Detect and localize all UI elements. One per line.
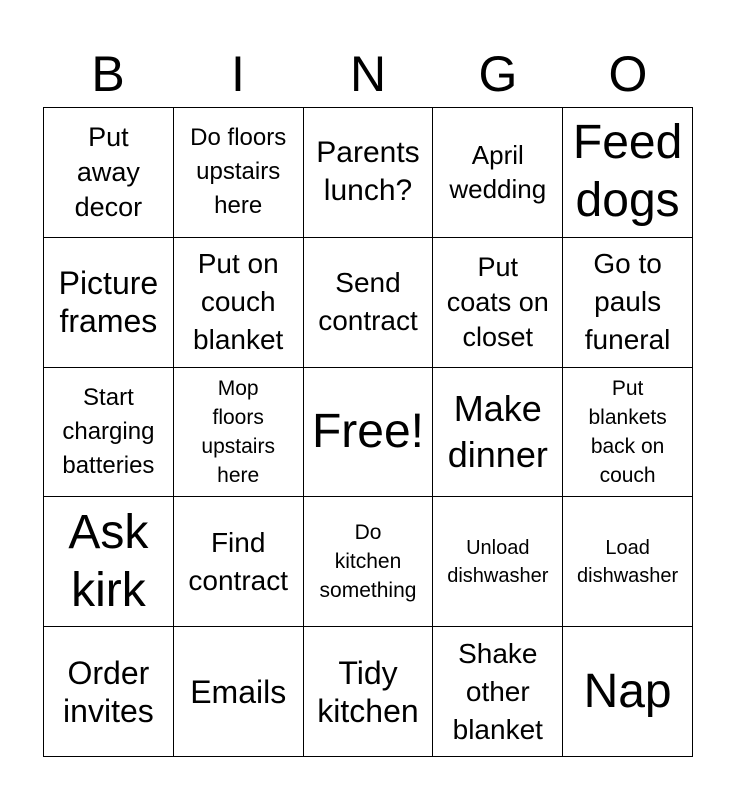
bingo-cell-r3-c1[interactable] — [44, 368, 174, 498]
bingo-card-grid — [43, 107, 693, 757]
bingo-cell-r3-c2[interactable] — [174, 368, 304, 498]
bingo-cell-r3-c5[interactable] — [563, 368, 693, 498]
bingo-cell-label: Ask kirk — [68, 505, 149, 617]
bingo-cell-r2-c1[interactable] — [44, 238, 174, 368]
bingo-cell-r5-c2[interactable] — [174, 627, 304, 757]
bingo-cell-label: Do floors upstairs here — [190, 124, 287, 220]
header-letter-i: I — [231, 46, 245, 102]
bingo-cell-label: Start charging batteries — [62, 383, 155, 479]
bingo-cell-r1-c5[interactable] — [563, 108, 693, 238]
bingo-cell-r5-c1[interactable] — [44, 627, 174, 757]
header-letter-n: N — [349, 46, 387, 102]
bingo-cell-r2-c2[interactable] — [174, 238, 304, 368]
bingo-cell-r1-c4[interactable] — [433, 108, 563, 238]
bingo-cell-r2-c4[interactable] — [433, 238, 563, 368]
bingo-cell-label: Go to pauls funeral — [584, 248, 671, 356]
bingo-cell-label: Shake other blanket — [452, 637, 543, 745]
bingo-cell-label: Picture frames — [58, 265, 159, 340]
bingo-cell-label: Make dinner — [447, 387, 548, 475]
bingo-cell-r4-c1[interactable] — [44, 497, 174, 627]
bingo-cell-r5-c3[interactable] — [304, 627, 434, 757]
bingo-cell-r1-c3[interactable] — [304, 108, 434, 238]
bingo-cell-r5-c4[interactable] — [433, 627, 563, 757]
bingo-cell-label: Tidy kitchen — [317, 654, 419, 729]
bingo-cell-r5-c5[interactable] — [563, 627, 693, 757]
bingo-cell-label: Feed dogs — [572, 116, 683, 228]
bingo-cell-label: Send contract — [318, 267, 418, 337]
bingo-cell-label: Load dishwasher — [577, 536, 679, 587]
bingo-cell-label: Mop floors upstairs here — [201, 376, 275, 487]
header-letter-g: G — [478, 46, 518, 102]
bingo-cell-r1-c1[interactable] — [44, 108, 174, 238]
bingo-cell-label: Put away decor — [74, 121, 143, 222]
bingo-cell-r4-c3[interactable] — [304, 497, 434, 627]
header-letter-b: B — [91, 46, 125, 102]
bingo-cell-r2-c5[interactable] — [563, 238, 693, 368]
bingo-header — [43, 40, 693, 108]
bingo-cell-label: April wedding — [449, 140, 547, 205]
free-space-cell[interactable] — [304, 368, 434, 498]
bingo-cell-r1-c2[interactable] — [174, 108, 304, 238]
free-space-label: Free! — [311, 404, 424, 458]
bingo-cell-label: Parents lunch? — [316, 136, 420, 208]
bingo-cell-label: Nap — [583, 664, 672, 718]
bingo-cell-r4-c4[interactable] — [433, 497, 563, 627]
bingo-cell-r3-c4[interactable] — [433, 368, 563, 498]
bingo-cell-label: Put coats on closet — [446, 251, 549, 352]
bingo-cell-label: Put on couch blanket — [193, 248, 284, 356]
bingo-cell-r4-c2[interactable] — [174, 497, 304, 627]
bingo-cell-label: Order invites — [63, 654, 154, 729]
bingo-cell-r4-c5[interactable] — [563, 497, 693, 627]
bingo-cell-label: Do kitchen something — [319, 521, 417, 603]
bingo-cell-label: Put blankets back on couch — [588, 376, 667, 487]
bingo-cell-label: Emails — [190, 673, 287, 710]
header-letter-o: O — [608, 46, 648, 102]
bingo-cell-label: Find contract — [188, 526, 288, 596]
bingo-cell-label: Unload dishwasher — [447, 536, 549, 587]
bingo-cell-r2-c3[interactable] — [304, 238, 434, 368]
